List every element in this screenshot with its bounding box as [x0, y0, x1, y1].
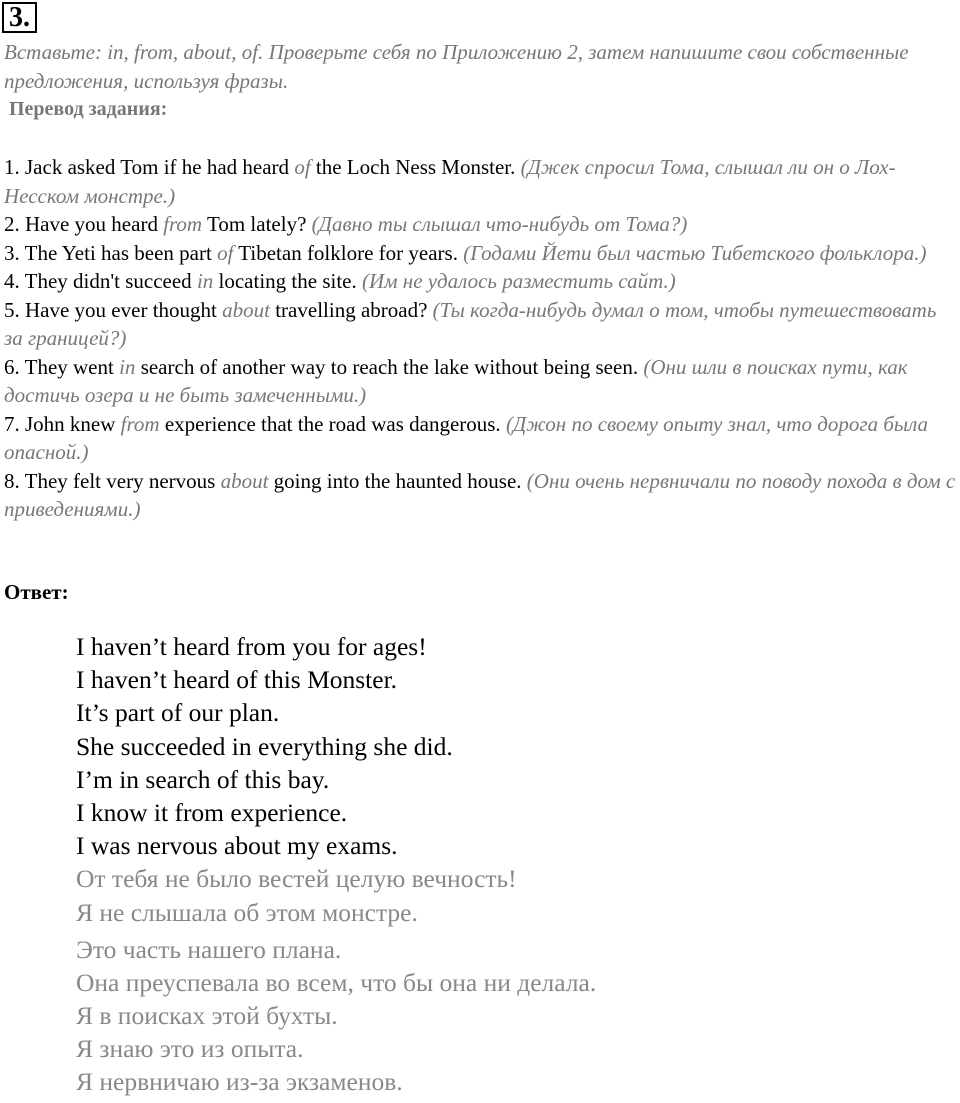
- item-answer: from: [120, 411, 160, 436]
- exercise-number: 3.: [2, 2, 37, 33]
- item-answer: from: [163, 212, 203, 236]
- item-text-before: 8. They felt very nervous: [4, 468, 221, 493]
- exercise-item-8: [4, 467, 959, 524]
- item-text-before: 3. The Yeti has been part: [4, 240, 218, 265]
- item-translation: (Они шли в поисках пути, как достичь озера и не быть замеченными.): [4, 354, 908, 407]
- exercise-item-2: [4, 210, 959, 239]
- exercise-item-7: [4, 410, 959, 467]
- task-instructions: Вставьте: in, from, about, of. Проверьте себя по Приложению 2, затем напишите свои собственные предложения, используя фразы.: [4, 40, 909, 93]
- item-translation: (Ты когда-нибудь думал о том, чтобы путешествовать за границей?): [4, 297, 937, 350]
- item-text-after: Tibetan folklore for years.: [233, 240, 464, 265]
- item-translation: (Джон по своему опыту знал, что дорога была опасной.): [4, 411, 929, 464]
- exercise-item-4: [4, 267, 959, 296]
- item-text-after: locating the site.: [213, 269, 362, 293]
- item-text-before: 7. John knew: [4, 411, 121, 436]
- answer-ru-4: Она преуспевала во всем, что бы она ни делала.: [76, 967, 597, 997]
- item-translation: (Давно ты слышал что-нибудь от Тома?): [311, 212, 688, 236]
- answer-en-4: She succeeded in everything she did.: [76, 731, 453, 761]
- item-text-after: Tom lately?: [202, 212, 312, 236]
- exercise-items: [4, 153, 959, 524]
- exercise-item-3: [4, 239, 959, 268]
- item-answer: in: [196, 269, 214, 293]
- item-answer: of: [217, 240, 234, 265]
- item-text-before: 6. They went: [4, 354, 120, 379]
- item-translation: (Годами Йети был частью Тибетского фольклора.): [463, 240, 927, 265]
- item-text-after: travelling abroad?: [269, 297, 433, 322]
- item-text-before: 1. Jack asked Tom if he had heard: [4, 155, 295, 179]
- exercise-item-6: [4, 353, 959, 410]
- item-text-before: 4. They didn't succeed: [4, 269, 197, 293]
- answer-heading: Ответ:: [4, 580, 69, 604]
- answer-en-3: It’s part of our plan.: [76, 698, 280, 728]
- item-answer: of: [294, 155, 311, 179]
- item-answer: in: [119, 354, 136, 379]
- answer-ru-7: Я нервничаю из-за экзаменов.: [76, 1067, 403, 1097]
- item-answer: about: [222, 297, 270, 322]
- answer-sentences: [76, 630, 946, 1099]
- answer-en-7: I was nervous about my exams.: [76, 831, 398, 861]
- item-text-before: 2. Have you heard: [4, 212, 164, 236]
- answer-en-1: I haven’t heard from you for ages!: [76, 632, 427, 661]
- exercise-item-1: [4, 153, 959, 210]
- item-translation: (Они очень нервничали по поводу похода в дом с приведениями.): [4, 468, 956, 521]
- exercise-item-5: [4, 296, 959, 353]
- translation-heading: Перевод задания:: [9, 98, 168, 120]
- item-text-after: experience that the road was dangerous.: [159, 411, 506, 436]
- item-text-after: the Loch Ness Monster.: [310, 155, 521, 179]
- answer-ru-3: Это часть нашего плана.: [76, 934, 342, 964]
- item-answer: about: [220, 468, 269, 493]
- answer-ru-6: Я знаю это из опыта.: [76, 1034, 304, 1064]
- answer-en-6: I know it from experience.: [76, 797, 348, 827]
- answer-ru-5: Я в поисках этой бухты.: [76, 1001, 338, 1031]
- item-translation: (Им не удалось разместить сайт.): [362, 269, 676, 293]
- item-translation: (Джек спросил Тома, слышал ли он о Лох-Несском монстре.): [4, 155, 896, 208]
- item-text-after: search of another way to reach the lake without being seen.: [135, 354, 644, 379]
- answer-ru-2: Я не слышала об этом монстре.: [76, 897, 418, 927]
- item-text-after: going into the haunted house.: [268, 468, 527, 493]
- answer-en-2: I haven’t heard of this Monster.: [76, 665, 398, 695]
- answer-ru-1: От тебя не было вестей целую вечность!: [76, 864, 517, 894]
- answer-en-5: I’m in search of this bay.: [76, 764, 330, 794]
- item-text-before: 5. Have you ever thought: [4, 297, 223, 322]
